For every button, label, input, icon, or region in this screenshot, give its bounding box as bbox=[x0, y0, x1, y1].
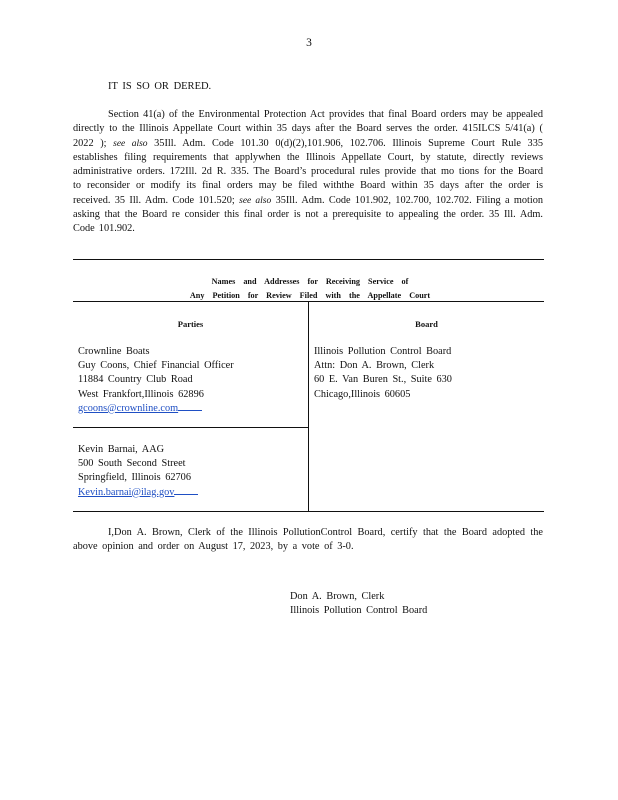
signature-name: Don A. Brown, Clerk bbox=[290, 591, 385, 602]
party1-address-2: West Frankfort,Illinois 62896 bbox=[78, 388, 204, 400]
paragraph-part-2: 35Ill. Adm. Code 101.30 0(d)(2),101.906, 102.706. Illinois Supreme Court Rule 335 establishes filing requirements that applywhen the Illinois Appellate Court, by statute, directly reviews administrative orders. 172Ill. 2d R. 335. The Board’s procedural rules provide that mo tions for the Board to reconsider or modify its final orders may be filed withthe Board within 35 days after the order is received. 35 Ill. Adm. Code 101.520; bbox=[73, 137, 543, 206]
party1-name: Crownline Boats bbox=[78, 346, 150, 357]
party1-email-link[interactable]: gcoons@crownline.com bbox=[78, 402, 179, 414]
board-address bbox=[314, 345, 452, 402]
appeal-rights-paragraph bbox=[73, 108, 543, 237]
service-box-title bbox=[160, 275, 460, 303]
signature-block bbox=[290, 590, 427, 619]
certification-text: I,Don A. Brown, Clerk of the Illinois PollutionControl Board, certify that the Board adopted the above opinion and order on August 17, 2023, by a vote of 3-0. bbox=[73, 527, 543, 553]
board-address-1: 60 E. Van Buren St., Suite 630 bbox=[314, 374, 452, 386]
party-separator-rule bbox=[73, 427, 308, 428]
party2-email-link[interactable]: Kevin.barnai@ilag.gov bbox=[78, 486, 175, 498]
box-bottom-rule bbox=[73, 511, 544, 512]
party-crownline bbox=[78, 345, 234, 416]
service-box-title-line-2: Any Petition for Review Filed with the Appellate Court bbox=[189, 291, 431, 300]
board-address-2: Chicago,Illinois 60605 bbox=[314, 388, 411, 400]
party-barnai bbox=[78, 443, 198, 500]
order-statement: IT IS SO OR DERED. bbox=[108, 81, 212, 92]
see-also-1: see also bbox=[113, 138, 148, 149]
board-attn: Attn: Don A. Brown, Clerk bbox=[314, 360, 435, 372]
party2-address-2: Springfield, Illinois 62706 bbox=[78, 472, 191, 484]
service-box-title-line-1: Names and Addresses for Receiving Service of bbox=[211, 277, 409, 286]
board-header: Board bbox=[415, 319, 438, 329]
page-number: 3 bbox=[306, 37, 312, 49]
board-name: Illinois Pollution Control Board bbox=[314, 346, 452, 357]
party1-address-1: 11884 Country Club Road bbox=[78, 374, 193, 386]
paragraph-part-3: 35Ill. Adm. Code 101.902, 102.700, 102.702. Filing a motion asking that the Board re consider this final order is not a prerequisite to appealing the order. 35 Ill. Adm. Code 101.902. bbox=[73, 194, 544, 235]
parties-header: Parties bbox=[177, 319, 204, 329]
signature-org: Illinois Pollution Control Board bbox=[290, 605, 428, 617]
party1-contact: Guy Coons, Chief Financial Officer bbox=[78, 360, 234, 372]
see-also-2: see also bbox=[239, 195, 272, 206]
box-top-rule bbox=[73, 259, 544, 260]
paragraph-part-1: Section 41(a) of the Environmental Protection Act provides that final Board orders may be appealed directly to the Illinois Appellate Court within 35 days after the Board serves the order. 415ILCS 5/41(a) ( 2022 ); bbox=[73, 109, 543, 149]
box-column-divider bbox=[308, 301, 309, 511]
party2-name: Kevin Barnai, AAG bbox=[78, 444, 165, 455]
clerk-certification bbox=[73, 526, 543, 555]
party2-address-1: 500 South Second Street bbox=[78, 458, 186, 470]
